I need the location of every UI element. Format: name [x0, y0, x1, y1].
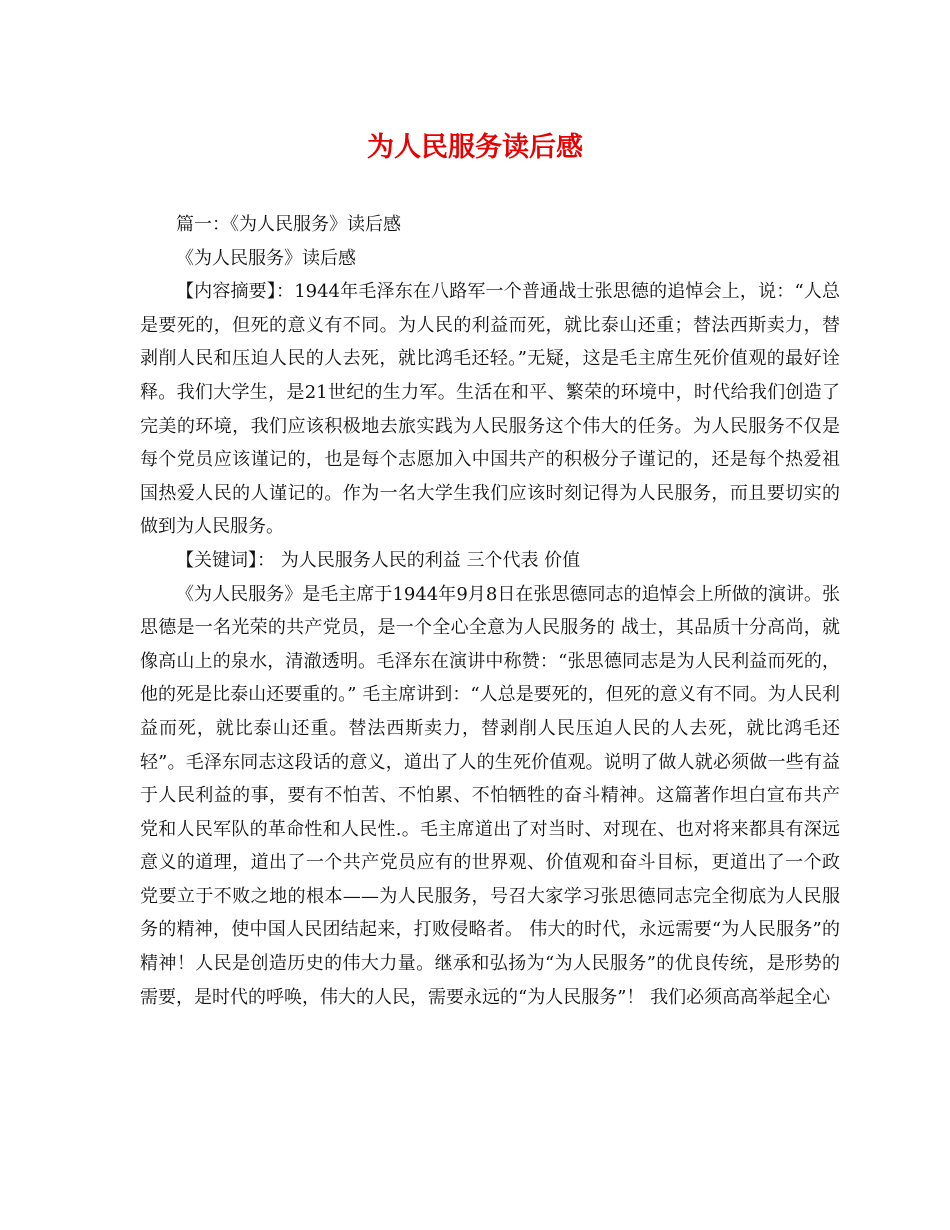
document-body [140, 208, 840, 1014]
body-paragraph: 《为人民服务》是毛主席于1944年9月8日在张思德同志的追悼会上所做的演讲。张思德是一名光荣的共产党员，是一个全心全意为人民服务的 战士，其品质十分高尚，就像高山上的泉水，清澈透明。毛泽东在演讲中称赞：“张思德同志是为人民利益而死的，他的死是比泰山还要重的。” 毛主席讲到：“人总是要死的，但死的意义有不同。为人民利益而死，就比泰山还重。替法西斯卖力，替剥削人民压迫人民的人去死，就比鸿毛还轻”。毛泽东同志这段话的意义，道出了人的生死价值观。说明了做人就必须做一些有益于人民利益的事，要有不怕苦、不怕累、不怕牺牲的奋斗精神。这篇著作坦白宣布共产党和人民军队的革命性和人民性.。毛主席道出了对当时、对现在、也对将来都具有深远意义的道理，道出了一个共产党员应有的世界观、价值观和奋斗目标，更道出了一个政党要立于不败之地的根本——为人民服务，号召大家学习张思德同志完全彻底为人民服务的精神，使中国人民团结起来，打败侵略者。 伟大的时代，永远需要“为人民服务”的精神！人民是创造历史的伟大力量。继承和弘扬为“为人民服务”的优良传统，是形势的需要，是时代的呼唤，伟大的人民，需要永远的“为人民服务”！ 我们必须高高举起全心 [140, 583, 840, 1008]
keywords-paragraph: 【关键词】： 为人民服务人民的利益 三个代表 价值 [176, 549, 581, 571]
abstract-paragraph: 【内容摘要】：1944年毛泽东在八路军一个普通战士张思德的追悼会上，说：“人总是要死的，但死的意义有不同。为人民的利益而死，就比泰山还重；替法西斯卖力，替剥削人民和压迫人民的人去死，就比鸿毛还轻。”无疑，这是毛主席生死价值观的最好诠释。我们大学生，是21世纪的生力军。生活在和平、繁荣的环境中，时代给我们创造了完美的环境，我们应该积极地去旅实践为人民服务这个伟大的任务。为人民服务不仅是每个党员应该谨记的，也是每个志愿加入中国共产的积极分子谨记的，还是每个热爱祖国热爱人民的人谨记的。作为一名大学生我们应该时刻记得为人民服务，而且要切实的做到为人民服务。 [140, 281, 840, 538]
document-title: 为人民服务读后感 [367, 132, 583, 163]
section-heading: 篇一：《为人民服务》读后感 [176, 214, 401, 235]
essay-subtitle: 《为人民服务》读后感 [176, 247, 356, 269]
